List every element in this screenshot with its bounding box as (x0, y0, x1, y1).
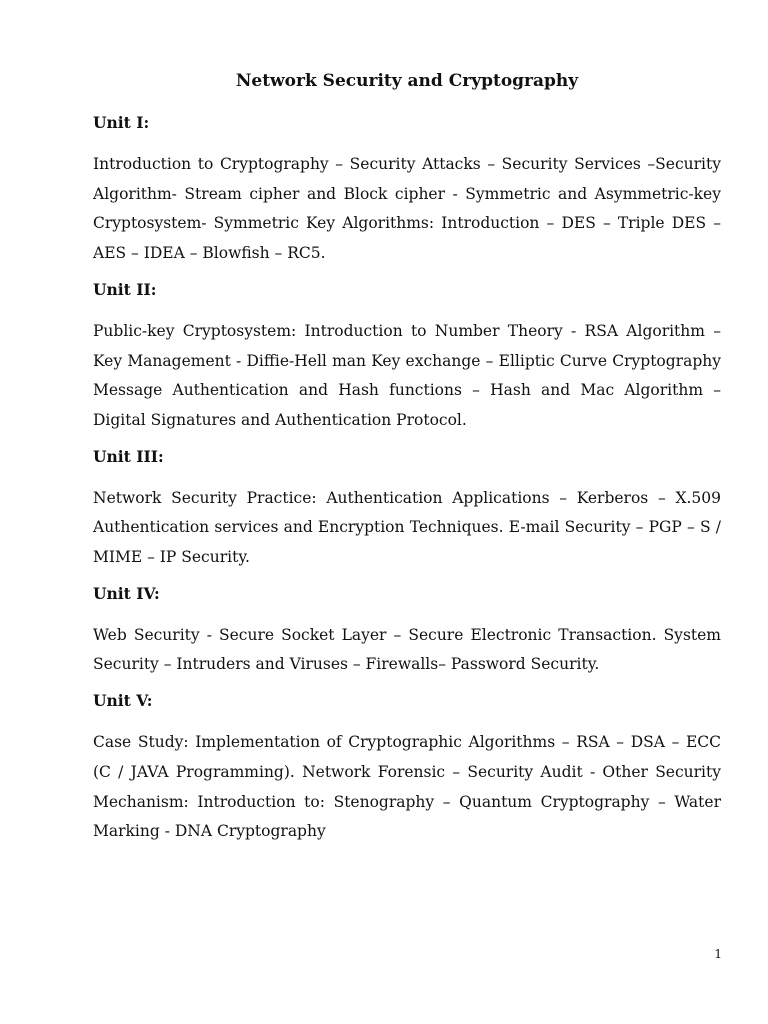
unit-heading-2: Unit II: (93, 279, 157, 299)
document-title: Network Security and Cryptography (235, 71, 579, 91)
unit-section-1 (93, 112, 721, 269)
unit-section-5 (93, 690, 721, 847)
unit-text-1: Introduction to Cryptography – Security Attacks – Security Services –Security Algorithm- Stream cipher and Block cipher - Symmetric and Asymmetric-key Cryptosystem- Symmetric Key Algorithms: Introduction – DES – Triple DES – AES – IDEA – Blowfish – RC5. (93, 155, 721, 263)
unit-heading-4: Unit IV: (93, 583, 160, 603)
unit-section-3 (93, 446, 721, 573)
page-number: 1 (714, 947, 722, 961)
unit-text-4: Web Security - Secure Socket Layer – Secure Electronic Transaction. System Security – Intruders and Viruses – Firewalls– Password Security. (93, 625, 721, 674)
unit-text-5: Case Study: Implementation of Cryptographic Algorithms – RSA – DSA – ECC (C / JAVA Programming). Network Forensic – Security Audit - Other Security Mechanism: Introduction to: Stenography – Quantum Cryptography – Water Marking - DNA Cryptography (93, 733, 721, 841)
unit-heading-3: Unit III: (93, 446, 164, 466)
unit-section-4 (93, 583, 721, 680)
document-body (93, 112, 721, 857)
unit-heading-1: Unit I: (93, 113, 150, 132)
unit-section-2 (93, 279, 721, 436)
unit-text-2: Public-key Cryptosystem: Introduction to Number Theory - RSA Algorithm – Key Management - Diffie-Hell man Key exchange – Elliptic Curve Cryptography Message Authentication and Hash functions – Hash and Mac Algorithm – Digital Signatures and Authentication Protocol. (93, 321, 721, 429)
unit-text-3: Network Security Practice: Authentication Applications – Kerberos – X.509 Authentication services and Encryption Techniques. E-mail Security – PGP – S / MIME – IP Security. (93, 488, 721, 567)
unit-heading-5: Unit V: (93, 691, 153, 711)
